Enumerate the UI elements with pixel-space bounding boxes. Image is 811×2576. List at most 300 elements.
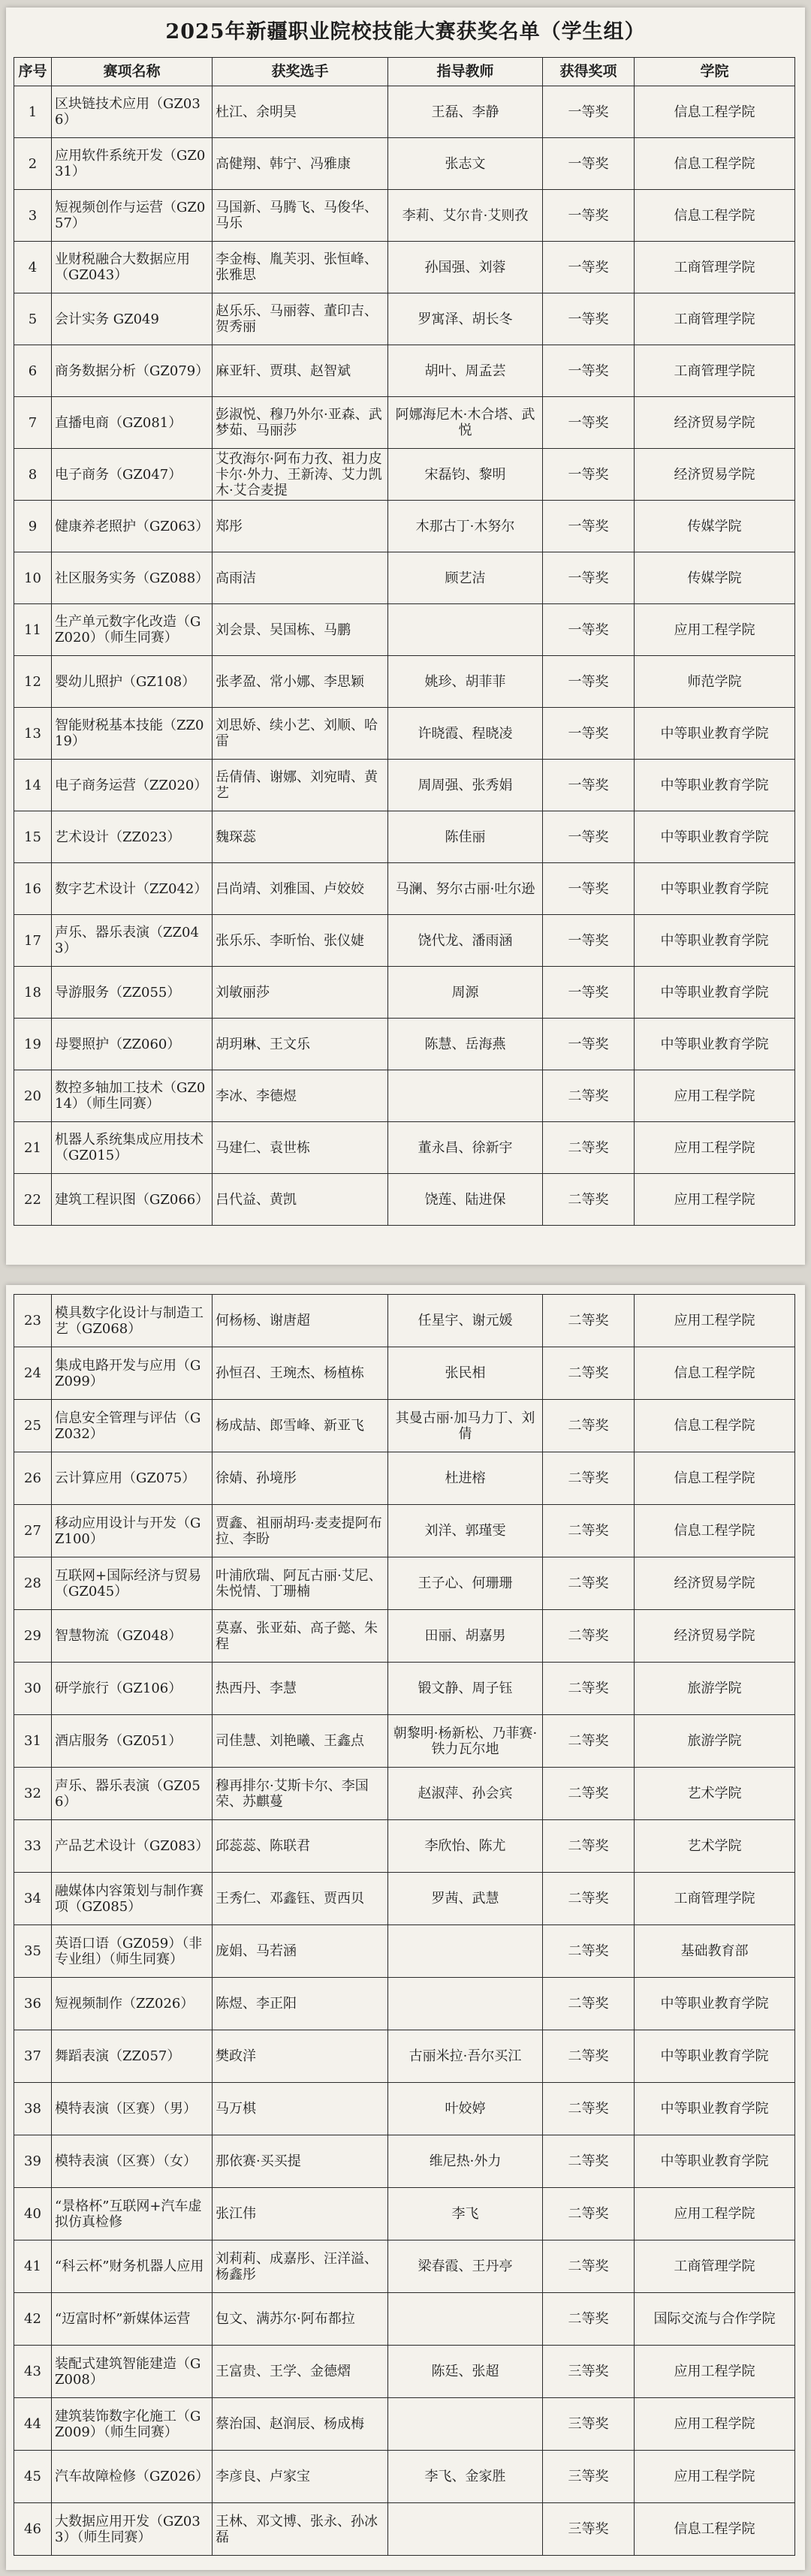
cell-event: 智能财税基本技能（ZZ019） [52, 708, 213, 760]
table-row [14, 863, 795, 915]
table-row [14, 2188, 795, 2240]
cell-event: 模特表演（区赛）（男） [52, 2083, 213, 2135]
cell-no: 45 [14, 2451, 52, 2503]
cell-event: 智慧物流（GZ048） [52, 1610, 213, 1663]
table-row [14, 656, 795, 708]
cell-winners: 李彦良、卢家宝 [213, 2451, 388, 2503]
cell-teachers [388, 1925, 543, 1978]
cell-teachers: 古丽米拉·吾尔买江 [388, 2030, 543, 2083]
cell-event: 云计算应用（GZ075） [52, 1452, 213, 1505]
cell-event: 建筑工程识图（GZ066） [52, 1174, 213, 1226]
cell-award: 一等奖 [543, 708, 635, 760]
cell-no: 42 [14, 2293, 52, 2346]
cell-no: 32 [14, 1768, 52, 1820]
cell-no: 38 [14, 2083, 52, 2135]
table-row [14, 1505, 795, 1557]
cell-event: 区块链技术应用（GZ036） [52, 86, 213, 138]
cell-no: 37 [14, 2030, 52, 2083]
cell-winners: 王林、邓文博、张永、孙冰磊 [213, 2503, 388, 2556]
cell-award: 一等奖 [543, 190, 635, 242]
cell-award: 二等奖 [543, 1925, 635, 1978]
table-row [14, 1347, 795, 1400]
cell-winners: 杨成喆、郎雪峰、新亚飞 [213, 1400, 388, 1452]
header-award: 获得奖项 [543, 58, 635, 86]
cell-event: 研学旅行（GZ106） [52, 1663, 213, 1715]
cell-award: 二等奖 [543, 2135, 635, 2188]
cell-no: 25 [14, 1400, 52, 1452]
cell-event: 业财税融合大数据应用（GZ043） [52, 242, 213, 293]
cell-award: 二等奖 [543, 1557, 635, 1610]
cell-award: 二等奖 [543, 2083, 635, 2135]
table-row [14, 345, 795, 397]
cell-award: 三等奖 [543, 2398, 635, 2451]
table-row [14, 708, 795, 760]
cell-teachers: 周周强、张秀娟 [388, 760, 543, 811]
cell-no: 35 [14, 1925, 52, 1978]
header-college: 学院 [635, 58, 795, 86]
table-row [14, 760, 795, 811]
table-row [14, 86, 795, 138]
cell-winners: 莫嘉、张亚茹、高子懿、朱程 [213, 1610, 388, 1663]
cell-college: 信息工程学院 [635, 138, 795, 190]
table-row [14, 449, 795, 501]
cell-winners: 张孝盈、常小娜、李思颖 [213, 656, 388, 708]
cell-teachers: 杜进榕 [388, 1452, 543, 1505]
cell-event: 模特表演（区赛）（女） [52, 2135, 213, 2188]
cell-winners: 热西丹、李慧 [213, 1663, 388, 1715]
table-row [14, 2398, 795, 2451]
cell-award: 一等奖 [543, 656, 635, 708]
cell-award: 三等奖 [543, 2503, 635, 2556]
cell-award: 二等奖 [543, 1347, 635, 1400]
cell-teachers: 顾艺洁 [388, 552, 543, 604]
cell-event: “景格杯”互联网+汽车虚拟仿真检修 [52, 2188, 213, 2240]
table-row [14, 1557, 795, 1610]
cell-winners: 高雨洁 [213, 552, 388, 604]
cell-event: 产品艺术设计（GZ083） [52, 1820, 213, 1873]
cell-winners: 刘会景、吴国栋、马鹏 [213, 604, 388, 656]
cell-event: 大数据应用开发（GZ033）（师生同赛） [52, 2503, 213, 2556]
cell-event: 商务数据分析（GZ079） [52, 345, 213, 397]
cell-no: 24 [14, 1347, 52, 1400]
cell-no: 9 [14, 501, 52, 552]
cell-award: 一等奖 [543, 1019, 635, 1070]
cell-teachers: 罗寓泽、胡长冬 [388, 293, 543, 345]
cell-award: 二等奖 [543, 2188, 635, 2240]
table-row [14, 1768, 795, 1820]
cell-no: 22 [14, 1174, 52, 1226]
cell-teachers: 木那古丁·木努尔 [388, 501, 543, 552]
document-page-2 [6, 1285, 805, 2570]
header-no: 序号 [14, 58, 52, 86]
cell-winners: 岳倩倩、谢娜、刘宛晴、黄艺 [213, 760, 388, 811]
table-row [14, 967, 795, 1019]
cell-winners: 彭淑悦、穆乃外尔·亚森、武梦茹、马丽莎 [213, 397, 388, 449]
cell-college: 中等职业教育学院 [635, 708, 795, 760]
document-title: 2025年新疆职业院校技能大赛获奖名单（学生组） [165, 20, 646, 44]
cell-college: 基础教育部 [635, 1925, 795, 1978]
cell-event: 机器人系统集成应用技术（GZ015） [52, 1122, 213, 1174]
cell-winners: 何杨杨、谢唐超 [213, 1295, 388, 1347]
cell-teachers: 陈慧、岳海燕 [388, 1019, 543, 1070]
cell-award: 一等奖 [543, 397, 635, 449]
cell-event: 英语口语（GZ059）（非专业组）（师生同赛） [52, 1925, 213, 1978]
table-row [14, 1925, 795, 1978]
cell-teachers: 饶代龙、潘雨涵 [388, 915, 543, 967]
cell-award: 二等奖 [543, 1452, 635, 1505]
cell-teachers: 许晓霞、程晓凌 [388, 708, 543, 760]
cell-award: 二等奖 [543, 1400, 635, 1452]
table-row [14, 190, 795, 242]
cell-teachers: 马澜、努尔古丽·吐尔逊 [388, 863, 543, 915]
cell-award: 二等奖 [543, 1174, 635, 1226]
cell-event: “迈富时杯”新媒体运营 [52, 2293, 213, 2346]
cell-no: 16 [14, 863, 52, 915]
cell-no: 44 [14, 2398, 52, 2451]
cell-teachers: 梁春霞、王丹亭 [388, 2240, 543, 2293]
cell-winners: 郑彤 [213, 501, 388, 552]
cell-no: 27 [14, 1505, 52, 1557]
cell-event: 汽车故障检修（GZ026） [52, 2451, 213, 2503]
cell-teachers: 李飞、金家胜 [388, 2451, 543, 2503]
table-row [14, 242, 795, 293]
cell-event: 模具数字化设计与制造工艺（GZ068） [52, 1295, 213, 1347]
cell-college: 信息工程学院 [635, 1400, 795, 1452]
table-row [14, 1295, 795, 1347]
cell-winners: 穆再排尔·艾斯卡尔、李国荣、苏麒蔓 [213, 1768, 388, 1820]
cell-teachers: 李飞 [388, 2188, 543, 2240]
cell-college: 信息工程学院 [635, 190, 795, 242]
cell-teachers: 赵淑萍、孙会宾 [388, 1768, 543, 1820]
cell-award: 一等奖 [543, 811, 635, 863]
cell-college: 应用工程学院 [635, 1070, 795, 1122]
cell-college: 信息工程学院 [635, 1505, 795, 1557]
cell-teachers: 其曼古丽·加马力丁、刘倩 [388, 1400, 543, 1452]
cell-college: 应用工程学院 [635, 1122, 795, 1174]
cell-winners: 魏琛蕊 [213, 811, 388, 863]
cell-teachers: 饶莲、陆进保 [388, 1174, 543, 1226]
cell-event: 酒店服务（GZ051） [52, 1715, 213, 1768]
cell-no: 17 [14, 915, 52, 967]
cell-college: 中等职业教育学院 [635, 1978, 795, 2030]
cell-event: 融媒体内容策划与制作赛项（GZ085） [52, 1873, 213, 1925]
cell-winners: 马万棋 [213, 2083, 388, 2135]
cell-event: 声乐、器乐表演（GZ056） [52, 1768, 213, 1820]
cell-award: 二等奖 [543, 1873, 635, 1925]
cell-award: 一等奖 [543, 293, 635, 345]
cell-no: 30 [14, 1663, 52, 1715]
table-row [14, 1122, 795, 1174]
cell-college: 工商管理学院 [635, 293, 795, 345]
cell-award: 一等奖 [543, 967, 635, 1019]
cell-no: 40 [14, 2188, 52, 2240]
cell-college: 国际交流与合作学院 [635, 2293, 795, 2346]
cell-no: 31 [14, 1715, 52, 1768]
cell-event: 声乐、器乐表演（ZZ043） [52, 915, 213, 967]
cell-no: 4 [14, 242, 52, 293]
table-row [14, 2083, 795, 2135]
cell-award: 一等奖 [543, 863, 635, 915]
cell-event: 会计实务 GZ049 [52, 293, 213, 345]
cell-no: 8 [14, 449, 52, 501]
table-row [14, 811, 795, 863]
cell-winners: 包文、满苏尔·阿布都拉 [213, 2293, 388, 2346]
cell-event: 集成电路开发与应用（GZ099） [52, 1347, 213, 1400]
cell-college: 应用工程学院 [635, 2188, 795, 2240]
cell-college: 经济贸易学院 [635, 449, 795, 501]
cell-no: 2 [14, 138, 52, 190]
cell-college: 中等职业教育学院 [635, 811, 795, 863]
cell-event: 社区服务实务（GZ088） [52, 552, 213, 604]
cell-teachers: 孙国强、刘蓉 [388, 242, 543, 293]
table-row [14, 604, 795, 656]
table-row [14, 1174, 795, 1226]
cell-teachers: 叶姣婷 [388, 2083, 543, 2135]
cell-no: 15 [14, 811, 52, 863]
cell-award: 二等奖 [543, 2030, 635, 2083]
cell-winners: 蔡治国、赵润辰、杨成梅 [213, 2398, 388, 2451]
cell-no: 28 [14, 1557, 52, 1610]
cell-event: 短视频创作与运营（GZ057） [52, 190, 213, 242]
cell-teachers: 张民相 [388, 1347, 543, 1400]
table-row [14, 2346, 795, 2398]
cell-event: 移动应用设计与开发（GZ100） [52, 1505, 213, 1557]
cell-college: 应用工程学院 [635, 1174, 795, 1226]
cell-award: 二等奖 [543, 1978, 635, 2030]
cell-teachers: 任星宇、谢元媛 [388, 1295, 543, 1347]
cell-no: 36 [14, 1978, 52, 2030]
cell-teachers [388, 604, 543, 656]
table-row [14, 293, 795, 345]
cell-winners: 刘思娇、续小艺、刘顺、哈雷 [213, 708, 388, 760]
header-winners: 获奖选手 [213, 58, 388, 86]
table-row [14, 2135, 795, 2188]
cell-teachers [388, 2293, 543, 2346]
table-row [14, 1019, 795, 1070]
cell-teachers: 李欣怡、陈尤 [388, 1820, 543, 1873]
table-row [14, 397, 795, 449]
cell-event: 数字艺术设计（ZZ042） [52, 863, 213, 915]
cell-award: 一等奖 [543, 345, 635, 397]
cell-award: 一等奖 [543, 604, 635, 656]
cell-winners: 吕尚靖、刘雅国、卢姣姣 [213, 863, 388, 915]
table-row [14, 2293, 795, 2346]
cell-winners: 艾孜海尔·阿布力孜、祖力皮卡尔·外力、王新涛、艾力凯木·艾合麦提 [213, 449, 388, 501]
cell-no: 20 [14, 1070, 52, 1122]
table-row [14, 1070, 795, 1122]
cell-award: 二等奖 [543, 1663, 635, 1715]
cell-event: 生产单元数字化改造（GZ020）（师生同赛） [52, 604, 213, 656]
cell-event: 应用软件系统开发（GZ031） [52, 138, 213, 190]
cell-no: 43 [14, 2346, 52, 2398]
cell-winners: 李金梅、胤芙羽、张恒峰、张雅思 [213, 242, 388, 293]
cell-college: 经济贸易学院 [635, 1557, 795, 1610]
cell-college: 经济贸易学院 [635, 397, 795, 449]
cell-winners: 杜江、余明昊 [213, 86, 388, 138]
cell-college: 中等职业教育学院 [635, 2030, 795, 2083]
cell-winners: 麻亚轩、贾琪、赵智斌 [213, 345, 388, 397]
cell-winners: 叶浦欣瑞、阿瓦古丽·艾尼、朱悦情、丁珊楠 [213, 1557, 388, 1610]
document-page-1 [6, 8, 805, 1265]
cell-college: 应用工程学院 [635, 604, 795, 656]
cell-award: 二等奖 [543, 1768, 635, 1820]
cell-teachers: 张志文 [388, 138, 543, 190]
cell-no: 14 [14, 760, 52, 811]
table-row [14, 1663, 795, 1715]
cell-award: 二等奖 [543, 2240, 635, 2293]
cell-winners: 王秀仁、邓鑫钰、贾西贝 [213, 1873, 388, 1925]
cell-teachers: 朝黎明·杨新松、乃菲赛·铁力瓦尔地 [388, 1715, 543, 1768]
cell-no: 41 [14, 2240, 52, 2293]
award-table-page-2 [14, 1294, 795, 2556]
table-row [14, 2451, 795, 2503]
cell-no: 1 [14, 86, 52, 138]
cell-award: 一等奖 [543, 915, 635, 967]
cell-college: 传媒学院 [635, 552, 795, 604]
cell-no: 34 [14, 1873, 52, 1925]
cell-award: 二等奖 [543, 1820, 635, 1873]
cell-no: 21 [14, 1122, 52, 1174]
cell-teachers: 阿娜海尼木·木合塔、武悦 [388, 397, 543, 449]
cell-award: 一等奖 [543, 449, 635, 501]
cell-event: 婴幼儿照护（GZ108） [52, 656, 213, 708]
cell-no: 39 [14, 2135, 52, 2188]
cell-teachers: 田丽、胡嘉男 [388, 1610, 543, 1663]
cell-award: 二等奖 [543, 1295, 635, 1347]
cell-college: 工商管理学院 [635, 2240, 795, 2293]
cell-no: 5 [14, 293, 52, 345]
header-teachers: 指导教师 [388, 58, 543, 86]
cell-award: 二等奖 [543, 1122, 635, 1174]
cell-no: 12 [14, 656, 52, 708]
cell-winners: 马建仁、袁世栋 [213, 1122, 388, 1174]
cell-teachers: 董永昌、徐新宇 [388, 1122, 543, 1174]
table-row [14, 552, 795, 604]
cell-teachers: 罗茜、武慧 [388, 1873, 543, 1925]
cell-winners: 刘莉莉、成嘉彤、汪洋溢、杨鑫彤 [213, 2240, 388, 2293]
cell-teachers: 李莉、艾尔肯·艾则孜 [388, 190, 543, 242]
cell-event: 互联网+国际经济与贸易（GZ045） [52, 1557, 213, 1610]
cell-no: 19 [14, 1019, 52, 1070]
cell-college: 中等职业教育学院 [635, 967, 795, 1019]
cell-college: 传媒学院 [635, 501, 795, 552]
cell-teachers: 王磊、李静 [388, 86, 543, 138]
cell-award: 一等奖 [543, 242, 635, 293]
cell-event: 电子商务运营（ZZ020） [52, 760, 213, 811]
cell-event: 数控多轴加工技术（GZ014）（师生同赛） [52, 1070, 213, 1122]
table-row [14, 2240, 795, 2293]
table-row [14, 138, 795, 190]
cell-college: 中等职业教育学院 [635, 863, 795, 915]
cell-no: 10 [14, 552, 52, 604]
cell-award: 三等奖 [543, 2451, 635, 2503]
cell-no: 29 [14, 1610, 52, 1663]
cell-event: 建筑装饰数字化施工（GZ009）（师生同赛） [52, 2398, 213, 2451]
cell-teachers: 宋磊钧、黎明 [388, 449, 543, 501]
cell-event: 装配式建筑智能建造（GZ008） [52, 2346, 213, 2398]
cell-teachers [388, 2503, 543, 2556]
cell-winners: 张江伟 [213, 2188, 388, 2240]
cell-college: 信息工程学院 [635, 86, 795, 138]
cell-winners: 徐婧、孙境彤 [213, 1452, 388, 1505]
cell-no: 46 [14, 2503, 52, 2556]
cell-college: 旅游学院 [635, 1715, 795, 1768]
cell-award: 一等奖 [543, 760, 635, 811]
cell-no: 26 [14, 1452, 52, 1505]
cell-college: 应用工程学院 [635, 1295, 795, 1347]
cell-event: “科云杯”财务机器人应用 [52, 2240, 213, 2293]
cell-college: 工商管理学院 [635, 345, 795, 397]
table-row [14, 2503, 795, 2556]
table-row [14, 501, 795, 552]
cell-winners: 王富贵、王学、金德熠 [213, 2346, 388, 2398]
table-row [14, 1873, 795, 1925]
cell-teachers: 锻文静、周子钰 [388, 1663, 543, 1715]
cell-college: 应用工程学院 [635, 2398, 795, 2451]
cell-winners: 高健翔、韩宁、冯雅康 [213, 138, 388, 190]
cell-no: 3 [14, 190, 52, 242]
cell-college: 工商管理学院 [635, 242, 795, 293]
cell-winners: 刘敏丽莎 [213, 967, 388, 1019]
cell-winners: 樊政洋 [213, 2030, 388, 2083]
cell-event: 健康养老照护（GZ063） [52, 501, 213, 552]
cell-teachers: 姚珍、胡菲菲 [388, 656, 543, 708]
cell-event: 直播电商（GZ081） [52, 397, 213, 449]
cell-award: 二等奖 [543, 1070, 635, 1122]
cell-winners: 邱蕊蕊、陈联君 [213, 1820, 388, 1873]
cell-event: 短视频制作（ZZ026） [52, 1978, 213, 2030]
table-row [14, 1820, 795, 1873]
cell-college: 信息工程学院 [635, 1347, 795, 1400]
cell-college: 信息工程学院 [635, 2503, 795, 2556]
table-header-row [14, 58, 795, 86]
cell-winners: 陈煜、李正阳 [213, 1978, 388, 2030]
cell-winners: 吕代益、黄凯 [213, 1174, 388, 1226]
cell-no: 6 [14, 345, 52, 397]
cell-college: 旅游学院 [635, 1663, 795, 1715]
cell-no: 13 [14, 708, 52, 760]
cell-winners: 胡玥琳、王文乐 [213, 1019, 388, 1070]
cell-teachers: 陈廷、张超 [388, 2346, 543, 2398]
cell-no: 33 [14, 1820, 52, 1873]
cell-teachers: 刘洋、郭瑾雯 [388, 1505, 543, 1557]
cell-winners: 孙恒召、王琬杰、杨植栋 [213, 1347, 388, 1400]
cell-award: 二等奖 [543, 2293, 635, 2346]
cell-college: 中等职业教育学院 [635, 915, 795, 967]
cell-no: 23 [14, 1295, 52, 1347]
cell-college: 中等职业教育学院 [635, 760, 795, 811]
cell-winners: 赵乐乐、马丽蓉、董印吉、贺秀丽 [213, 293, 388, 345]
table-row [14, 1610, 795, 1663]
cell-winners: 司佳慧、刘艳曦、王鑫点 [213, 1715, 388, 1768]
cell-event: 导游服务（ZZ055） [52, 967, 213, 1019]
cell-college: 应用工程学院 [635, 2451, 795, 2503]
cell-college: 艺术学院 [635, 1820, 795, 1873]
cell-teachers [388, 1070, 543, 1122]
cell-winners: 张乐乐、李昕怡、张仪婕 [213, 915, 388, 967]
cell-teachers: 王子心、何珊珊 [388, 1557, 543, 1610]
cell-award: 二等奖 [543, 1610, 635, 1663]
cell-award: 二等奖 [543, 1505, 635, 1557]
cell-teachers [388, 2398, 543, 2451]
cell-award: 二等奖 [543, 1715, 635, 1768]
cell-award: 一等奖 [543, 86, 635, 138]
cell-event: 电子商务（GZ047） [52, 449, 213, 501]
cell-winners: 那依赛·买买提 [213, 2135, 388, 2188]
cell-event: 母婴照护（ZZ060） [52, 1019, 213, 1070]
cell-college: 信息工程学院 [635, 1452, 795, 1505]
cell-college: 师范学院 [635, 656, 795, 708]
